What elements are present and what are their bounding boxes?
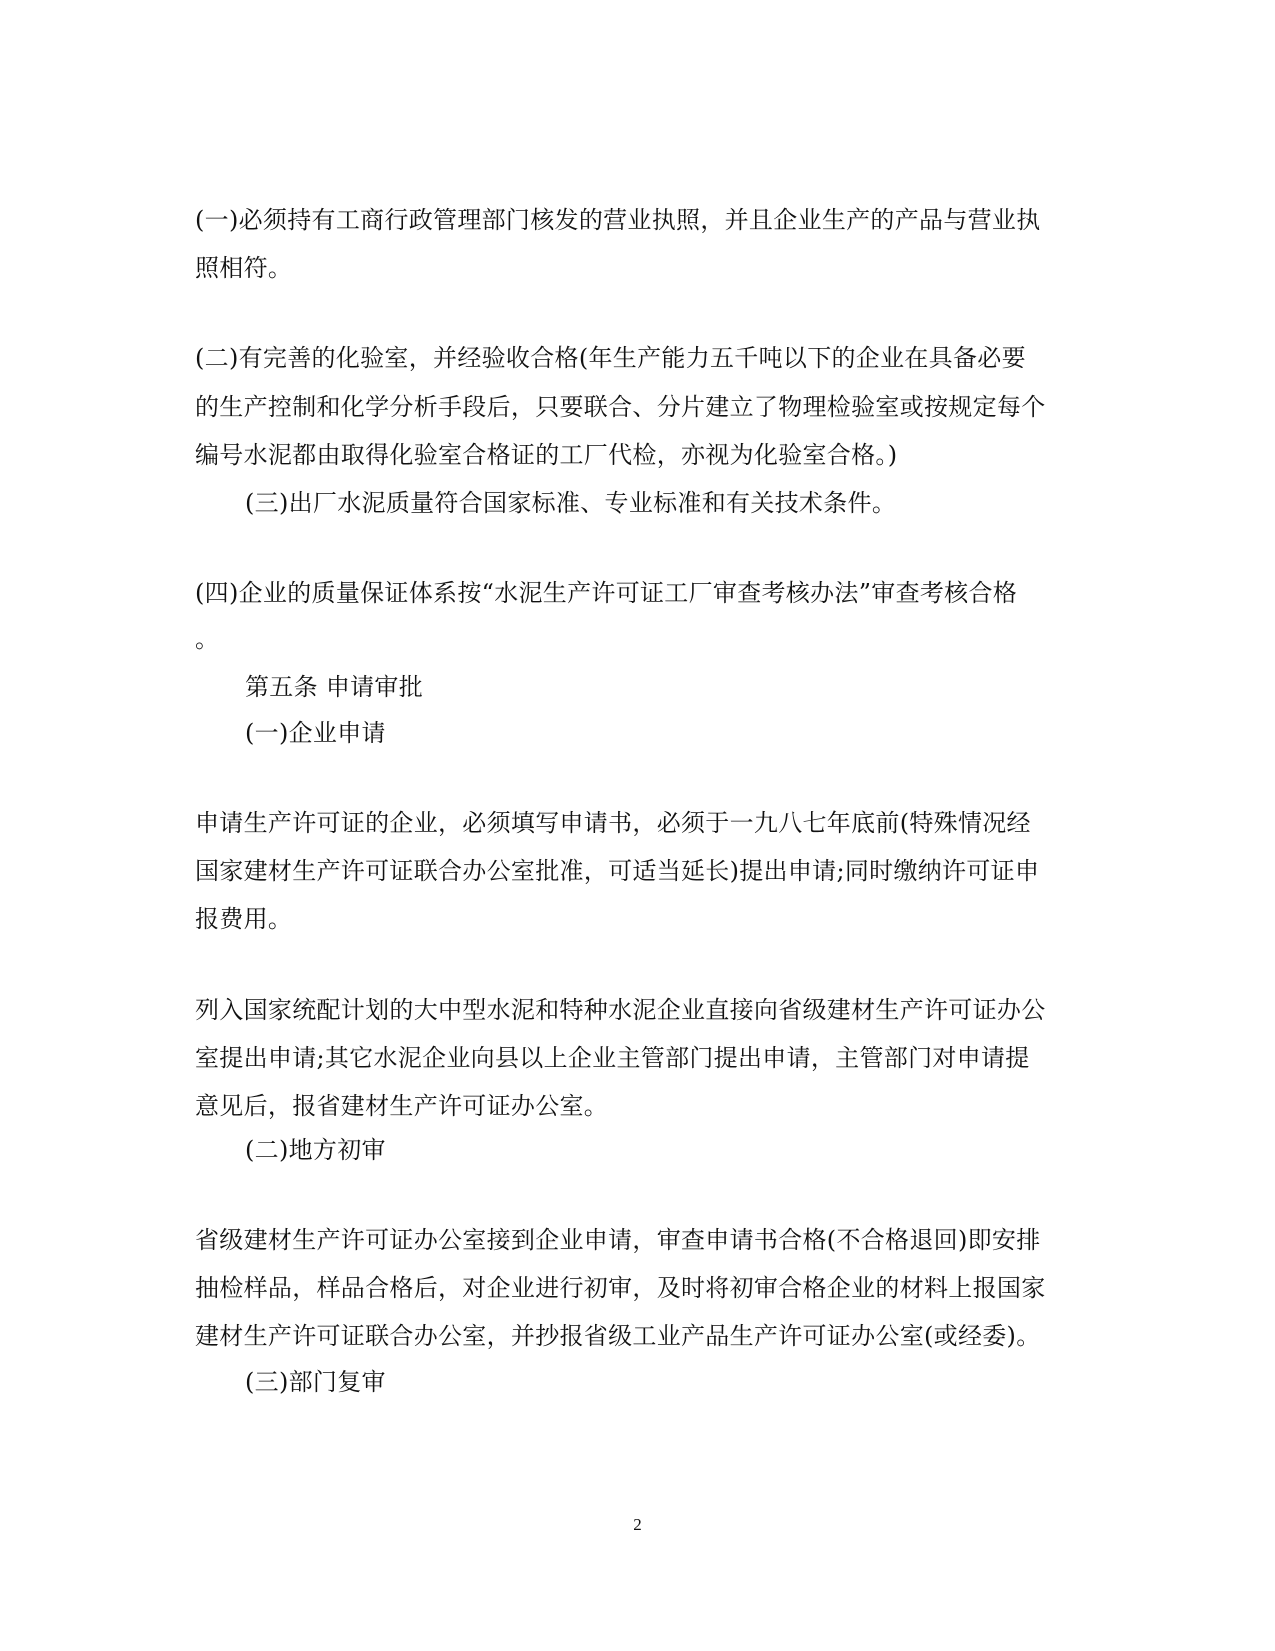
- section-heading-article-5: 第五条 申请审批: [245, 673, 424, 701]
- paragraph-5-line-2: 国家建材生产许可证联合办公室批准，可适当延长)提出申请;同时缴纳许可证申: [195, 857, 1040, 885]
- paragraph-2-line-3: 编号水泥都由取得化验室合格证的工厂代检，亦视为化验室合格。): [195, 441, 898, 469]
- paragraph-3-line-1: (三)出厂水泥质量符合国家标准、专业标准和有关技术条件。: [245, 489, 897, 517]
- subheading-department-review: (三)部门复审: [245, 1368, 386, 1396]
- paragraph-1-line-2: 照相符。: [195, 254, 293, 282]
- paragraph-4-line-2: 。: [195, 625, 220, 653]
- paragraph-6-line-3: 意见后，报省建材生产许可证办公室。: [195, 1092, 609, 1120]
- paragraph-2-line-2: 的生产控制和化学分析手段后，只要联合、分片建立了物理检验室或按规定每个: [195, 393, 1046, 421]
- paragraph-2-line-1: (二)有完善的化验室，并经验收合格(年生产能力五千吨以下的企业在具备必要: [195, 344, 1026, 372]
- subheading-enterprise-application: (一)企业申请: [245, 719, 386, 747]
- paragraph-1-line-1: (一)必须持有工商行政管理部门核发的营业执照，并且企业生产的产品与营业执: [195, 206, 1041, 234]
- paragraph-7-line-2: 抽检样品，样品合格后，对企业进行初审，及时将初审合格企业的材料上报国家: [195, 1274, 1046, 1302]
- paragraph-5-line-1: 申请生产许可证的企业，必须填写申请书，必须于一九八七年底前(特殊情况经: [195, 809, 1031, 837]
- paragraph-7-line-1: 省级建材生产许可证办公室接到企业申请，审查申请书合格(不合格退回)即安排: [195, 1226, 1041, 1254]
- subheading-local-review: (二)地方初审: [245, 1136, 386, 1164]
- paragraph-6-line-1: 列入国家统配计划的大中型水泥和特种水泥企业直接向省级建材生产许可证办公: [195, 996, 1046, 1024]
- page-number: 2: [633, 1515, 642, 1534]
- paragraph-4-line-1: (四)企业的质量保证体系按“水泥生产许可证工厂审查考核办法”审查考核合格: [195, 579, 1018, 607]
- paragraph-6-line-2: 室提出申请;其它水泥企业向县以上企业主管部门提出申请，主管部门对申请提: [195, 1044, 1030, 1072]
- paragraph-7-line-3: 建材生产许可证联合办公室，并抄报省级工业产品生产许可证办公室(或经委)。: [195, 1322, 1041, 1350]
- paragraph-5-line-3: 报费用。: [195, 905, 293, 933]
